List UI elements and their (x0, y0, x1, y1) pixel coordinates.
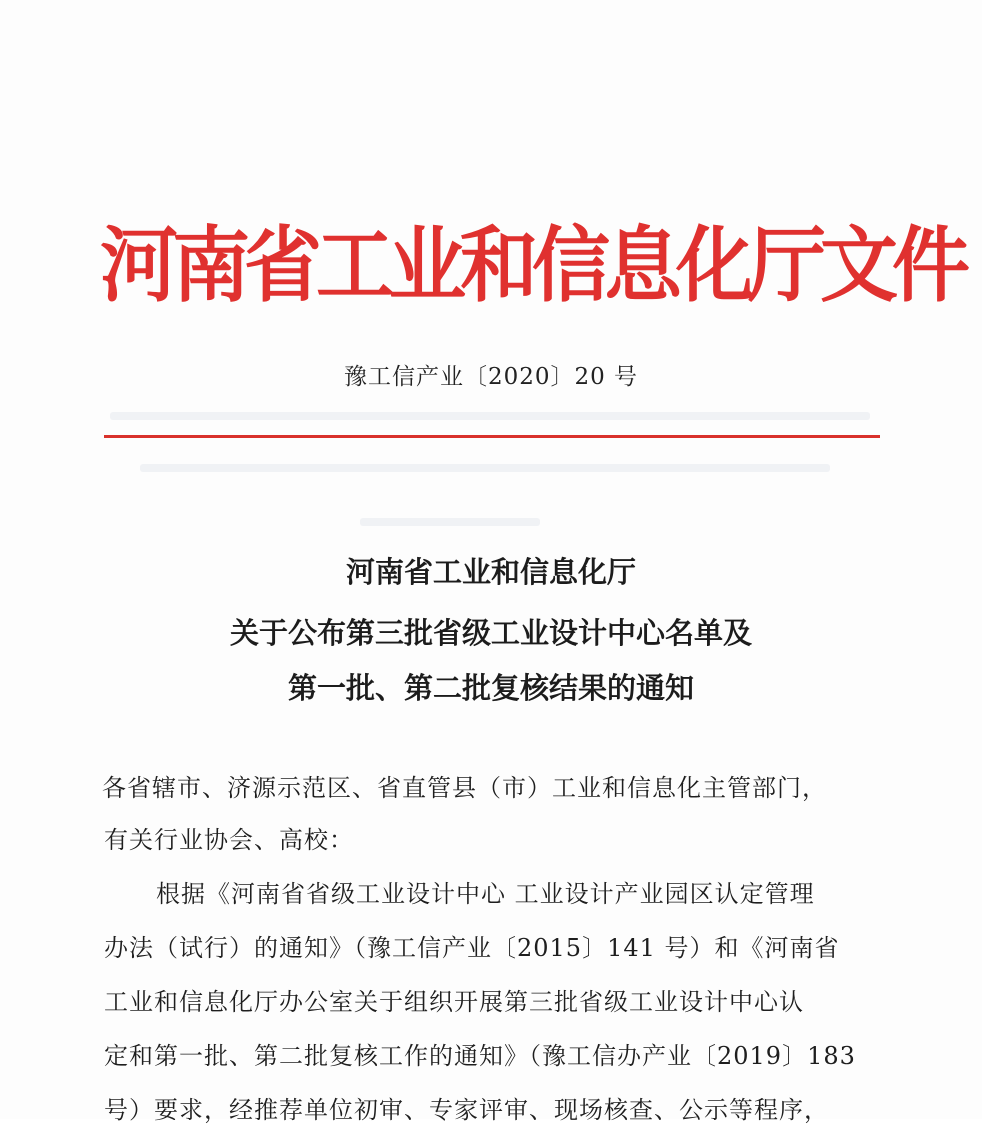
body-paragraph-line: 根据《河南省省级工业设计中心 工业设计产业园区认定管理 (156, 880, 815, 908)
body-line-addressees: 各省辖市、济源示范区、省直管县（市）工业和信息化主管部门， (102, 774, 827, 802)
bleed-through-mark (110, 412, 870, 420)
document-number: 豫工信产业〔2020〕20 号 (343, 364, 639, 390)
body-paragraph-line: 工业和信息化厅办公室关于组织开展第三批省级工业设计中心认 (104, 988, 804, 1016)
bleed-through-mark (140, 464, 830, 472)
body-paragraph-line: 定和第一批、第二批复核工作的通知》（豫工信办产业〔2019〕183 (104, 1042, 856, 1070)
notice-title-line-1: 河南省工业和信息化厅 (345, 555, 636, 589)
body-paragraph-line: 办法（试行）的通知》（豫工信产业〔2015〕141 号）和《河南省 (104, 934, 840, 962)
body-line-addressees-cont: 有关行业协会、高校： (104, 826, 354, 854)
document-header-title: 河南省工业和信息化厅文件 (100, 217, 965, 314)
body-paragraph-line: 号）要求，经推荐单位初审、专家评审、现场核查、公示等程序， (104, 1096, 829, 1124)
notice-title-line-3: 第一批、第二批复核结果的通知 (287, 671, 694, 705)
notice-title-line-2: 关于公布第三批省级工业设计中心名单及 (229, 616, 752, 650)
red-divider-line (104, 435, 880, 438)
bleed-through-mark (360, 518, 540, 526)
